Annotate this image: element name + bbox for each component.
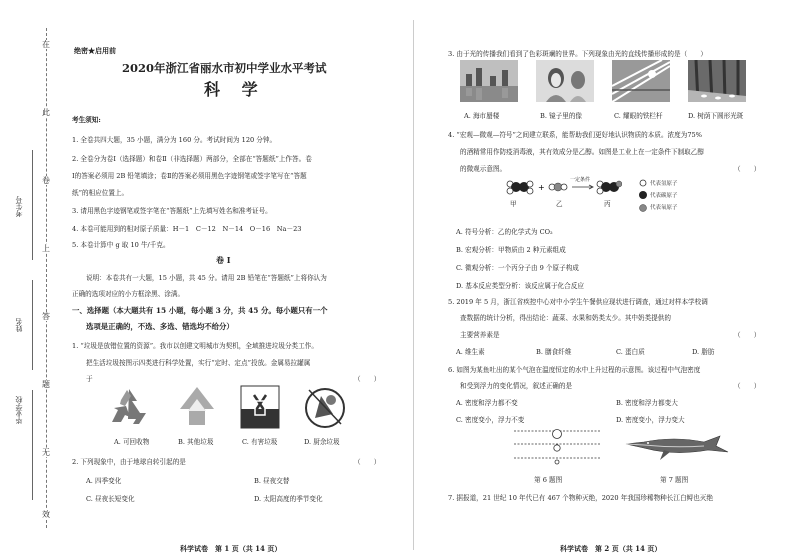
q5-stem: 查数据的统计分析，得出结论：蔬菜、水果和奶类太少。其中奶类提供的 xyxy=(460,314,671,322)
q4-stem: 4. “宏观—微观—符号”之间建立联系，能帮助我们更好地认识物质的本质。浓度为75% xyxy=(448,131,702,139)
seal-char: 卷 xyxy=(39,176,53,185)
page-1 xyxy=(58,0,394,560)
section-desc: 说明：本卷共有一大题，15 小题，共 45 分。请用 2B 铅笔在“答题纸”上将你认为 xyxy=(86,274,327,282)
q6-option[interactable]: A. 密度和浮力都不变 xyxy=(456,399,518,407)
figure-caption: 第 6 题图 xyxy=(534,476,563,484)
reaction-diagram xyxy=(502,176,622,198)
mirage-photo xyxy=(460,60,518,102)
svg-text:+: + xyxy=(538,183,545,192)
seal-char: 上 xyxy=(39,244,53,253)
answer-paren[interactable]: （ ） xyxy=(354,375,381,383)
q6-option[interactable]: C. 密度变小，浮力不变 xyxy=(456,416,525,424)
q4-option[interactable]: C. 微观分析：一个丙分子由 9 个原子构成 xyxy=(456,264,579,272)
exam-title: 2020年浙江省丽水市初中学业水平考试 xyxy=(122,61,327,75)
field-line-exam-number[interactable] xyxy=(32,150,33,260)
q4-option[interactable]: A. 符号分析：乙的化学式为 CO₂ xyxy=(456,228,553,236)
q1-stem: 1. “垃圾是放错位置的资源”。我市以创建文明城市为契机，全域推进垃圾分类工作。 xyxy=(72,342,318,350)
answer-paren[interactable]: （ ） xyxy=(734,165,761,173)
legend-atoms-icon xyxy=(638,179,648,213)
page-fold xyxy=(413,20,414,550)
q4-option[interactable]: B. 宏观分析：甲物质由 2 种元素组成 xyxy=(456,246,566,254)
q3-option[interactable]: D. 树荫下圆形光斑 xyxy=(688,112,744,120)
notice-item: 4. 本卷可能用到的相对原子质量：H－1 C－12 N－14 O－16 Na－23 xyxy=(72,225,302,233)
binding-margin xyxy=(0,0,56,560)
q3-option[interactable]: C. 耀眼的铁栏杆 xyxy=(614,112,663,120)
q1-option[interactable]: C. 有害垃圾 xyxy=(242,438,278,446)
q5-option[interactable]: C. 蛋白质 xyxy=(616,348,645,356)
q3-stem: 3. 由于光的传播我们看到了色彩斑斓的世界。下列现象由光的直线传播形成的是（ ） xyxy=(448,50,707,58)
q6-option[interactable]: B. 密度和浮力都变大 xyxy=(616,399,678,407)
q5-option[interactable]: A. 维生素 xyxy=(456,348,485,356)
field-label-name: 姓名 xyxy=(15,318,23,332)
q4-option[interactable]: D. 基本反应类型分析：该反应属于化合反应 xyxy=(456,282,584,290)
bubble-figure xyxy=(514,426,600,468)
section-desc: 正确的选项对应的小方框涂黑、涂满。 xyxy=(72,290,185,298)
notice-item: Ⅰ的答案必须用 2B 铅笔填涂；卷Ⅱ的答案必须用黑色字迹钢笔或签字笔写在“答题 xyxy=(72,172,307,180)
field-line-school[interactable] xyxy=(32,390,33,500)
q5-stem: 5. 2019 年 5 月，浙江省疾控中心对中小学生午餐供应现状进行调查，通过对样本学校调 xyxy=(448,298,708,306)
q4-stem: 的微观示意图。 xyxy=(460,165,507,173)
legend-label: 代表碳原子 xyxy=(650,193,678,199)
notice-item: 5. 本卷计算中 g 取 10 牛/千克。 xyxy=(72,241,170,249)
molecule-label: 丙 xyxy=(604,200,611,208)
q2-option[interactable]: A. 四季变化 xyxy=(86,477,122,485)
legend-label: 代表氧原子 xyxy=(650,205,678,211)
notice-heading: 考生须知: xyxy=(72,116,101,124)
sturgeon-figure xyxy=(624,430,734,464)
reaction-condition: 一定条件 xyxy=(570,177,591,183)
answer-paren[interactable]: （ ） xyxy=(734,382,761,390)
q1-stem: 把生活垃圾按图示四类进行科学处置，实行“定时、定点”投放。金属易拉罐属 xyxy=(86,359,311,367)
seal-char: 答 xyxy=(39,312,53,321)
page-footer: 科学试卷 第 1 页（共 14 页） xyxy=(180,544,282,553)
q6-option[interactable]: D. 密度变小，浮力变大 xyxy=(616,416,685,424)
other-waste-icon xyxy=(176,385,218,429)
q7-stem: 7. 据报道，21 世纪 10 年代已有 467 个物种灭绝，2020 年我国珍稀物种长江白鲟也灭绝 xyxy=(448,494,713,502)
answer-paren[interactable]: （ ） xyxy=(354,458,381,466)
hazardous-waste-icon xyxy=(240,385,280,429)
seal-char: 在 xyxy=(39,40,53,49)
q4-stem: 的酒精常用作防疫消毒液，其有效成分是乙醇。如图是工业上在一定条件下制取乙醇 xyxy=(460,148,704,156)
figure-caption: 第 7 题图 xyxy=(660,476,689,484)
q2-option[interactable]: D. 太阳高度的季节变化 xyxy=(254,495,323,503)
subject-title: 科 学 xyxy=(204,80,266,99)
q1-stem: 于 xyxy=(86,375,93,383)
tree-shade-photo xyxy=(688,60,746,102)
page-2 xyxy=(438,0,776,560)
q6-stem: 和受到浮力的变化情况，叙述正确的是 xyxy=(460,382,573,390)
part-heading: 一、选择题（本大题共有 15 小题，每小题 3 分，共 45 分。每小题只有一个 xyxy=(72,306,328,315)
q1-option[interactable]: D. 厨余垃圾 xyxy=(304,438,340,446)
q1-option[interactable]: B. 其他垃圾 xyxy=(178,438,214,446)
recyclable-icon xyxy=(106,386,152,428)
notice-item: 纸”的相应位置上。 xyxy=(72,189,129,197)
q3-option[interactable]: B. 镜子里的像 xyxy=(540,112,583,120)
q2-option[interactable]: B. 昼夜交替 xyxy=(254,477,290,485)
seal-char: 效 xyxy=(39,510,53,519)
railing-photo xyxy=(612,60,670,102)
field-label-exam-number: 考生号 xyxy=(15,196,23,217)
field-label-school: 毕业学校 xyxy=(15,396,23,424)
section-title: 卷 Ⅰ xyxy=(216,255,231,265)
seal-char: 无 xyxy=(39,448,53,457)
notice-item: 3. 请用黑色字迹钢笔或签字笔在“答题纸”上先填写姓名和准考证号。 xyxy=(72,207,272,215)
secret-mark: 绝密★启用前 xyxy=(74,46,116,55)
q2-option[interactable]: C. 昼夜长短变化 xyxy=(86,495,135,503)
answer-paren[interactable]: （ ） xyxy=(734,331,761,339)
seal-char: 此 xyxy=(39,108,53,117)
legend-label: 代表氢原子 xyxy=(650,181,678,187)
field-line-name[interactable] xyxy=(32,280,33,370)
q6-stem: 6. 如图为某鱼吐出的某个气泡在温度恒定的水中上升过程的示意图。该过程中气泡密度 xyxy=(448,366,701,374)
q3-option[interactable]: A. 海市蜃楼 xyxy=(464,112,500,120)
q2-stem: 2. 下列现象中，由于地球自转引起的是 xyxy=(72,458,186,466)
notice-item: 1. 全卷共四大题，35 小题，满分为 160 分。考试时间为 120 分钟。 xyxy=(72,136,277,144)
molecule-label: 乙 xyxy=(556,200,563,208)
page-footer: 科学试卷 第 2 页（共 14 页） xyxy=(560,544,662,553)
q1-option[interactable]: A. 可回收物 xyxy=(114,438,150,446)
kitchen-waste-icon xyxy=(303,384,347,430)
q5-option[interactable]: B. 膳食纤维 xyxy=(536,348,572,356)
molecule-label: 甲 xyxy=(510,200,517,208)
mirror-photo xyxy=(536,60,594,102)
seal-char: 题 xyxy=(39,380,53,389)
q5-option[interactable]: D. 脂肪 xyxy=(692,348,715,356)
q5-stem: 主要营养素是 xyxy=(460,331,500,339)
part-heading: 选项是正确的，不选、多选、错选均不给分） xyxy=(86,322,234,331)
notice-item: 2. 全卷分为卷Ⅰ（选择题）和卷Ⅱ（非选择题）两部分，全部在“答题纸”上作答。卷 xyxy=(72,155,312,163)
